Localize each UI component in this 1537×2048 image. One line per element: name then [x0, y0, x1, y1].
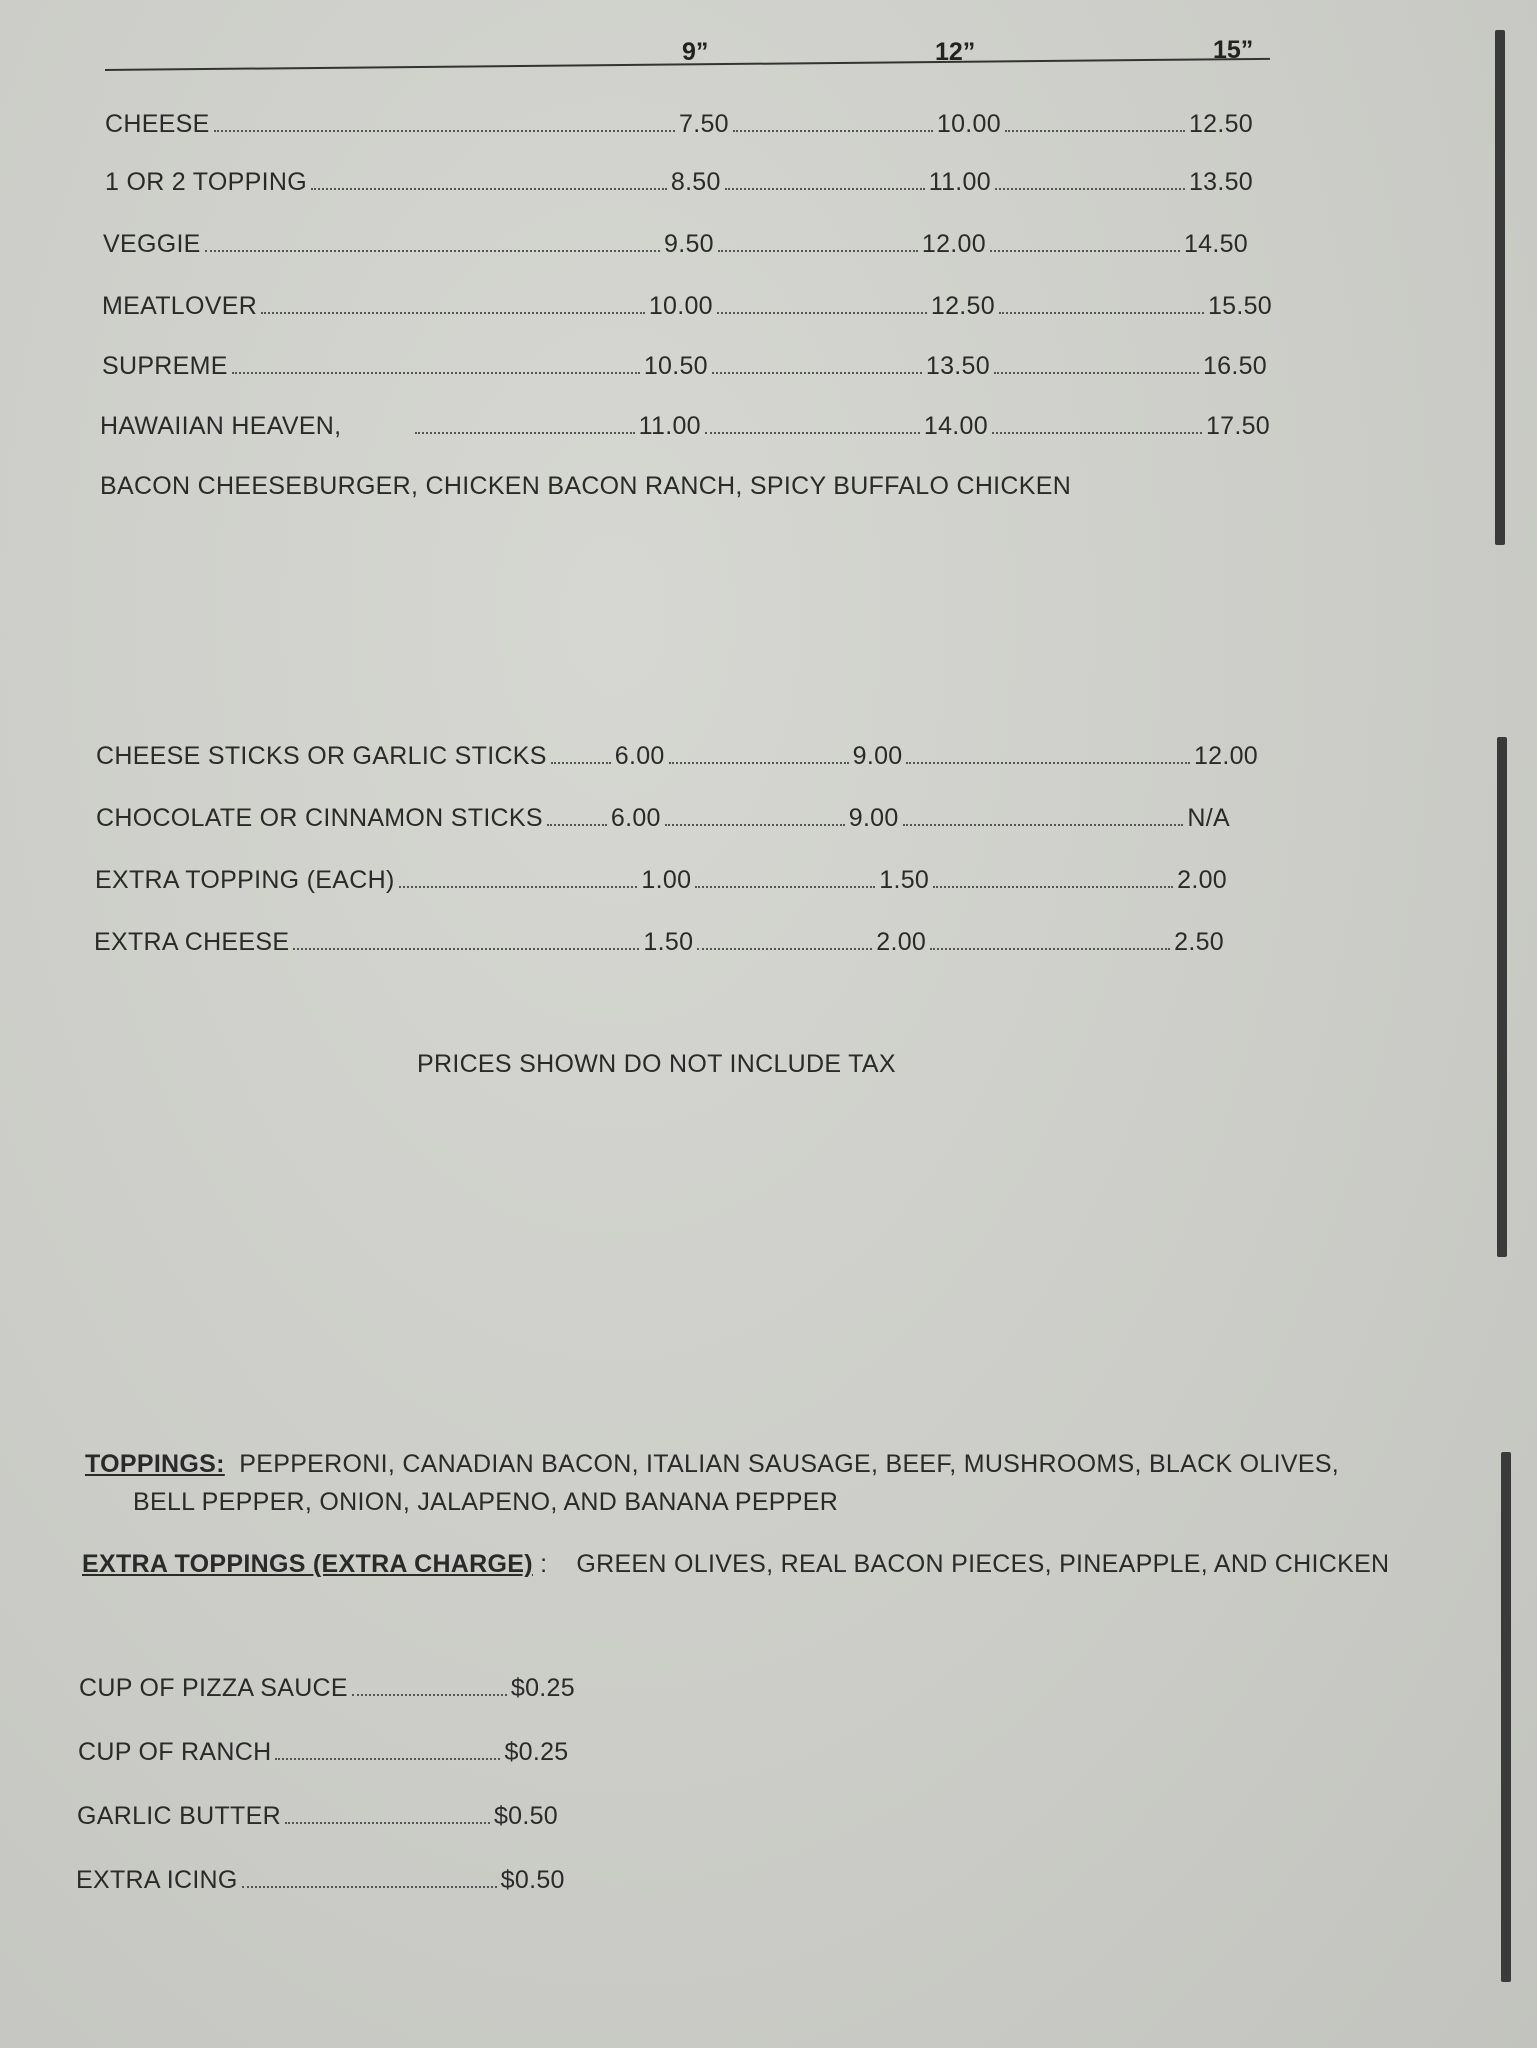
price-9: 1.00 — [641, 866, 692, 894]
price-15: 13.50 — [1188, 168, 1253, 196]
price-12: 14.00 — [923, 412, 988, 440]
side-row — [95, 866, 1227, 895]
price-15: 12.50 — [1188, 110, 1253, 138]
toppings-list-2: BELL PEPPER, ONION, JALAPENO, AND BANANA PEPPER — [133, 1488, 839, 1516]
price-15: 2.50 — [1174, 928, 1224, 956]
addon-row — [78, 1738, 569, 1767]
toppings-label: TOPPINGS: — [85, 1450, 225, 1478]
pizza-row — [102, 292, 1272, 321]
addon-row — [79, 1674, 575, 1703]
price-12: 12.00 — [921, 230, 986, 258]
pizza-row — [105, 168, 1253, 197]
addon-price: $0.25 — [504, 1738, 569, 1766]
price-15: 15.50 — [1207, 292, 1272, 320]
side-name: CHEESE STICKS OR GARLIC STICKS — [96, 742, 547, 770]
price-12: 9.00 — [848, 804, 899, 832]
toppings-list-1: PEPPERONI, CANADIAN BACON, ITALIAN SAUSAGE, BEEF, MUSHROOMS, BLACK OLIVES, — [239, 1450, 1340, 1478]
addon-name: EXTRA ICING — [76, 1866, 238, 1894]
addon-name: GARLIC BUTTER — [77, 1802, 281, 1830]
price-12: 9.00 — [852, 742, 903, 770]
extra-toppings-label: EXTRA TOPPINGS (EXTRA CHARGE) — [82, 1550, 533, 1578]
pizza-row — [102, 352, 1267, 381]
price-12: 13.50 — [925, 352, 990, 380]
edge-bar-bottom — [1501, 1452, 1511, 1982]
price-9: 6.00 — [610, 804, 661, 832]
side-row — [94, 928, 1224, 957]
price-9: 7.50 — [679, 110, 729, 138]
addon-price: $0.50 — [500, 1866, 565, 1894]
toppings-line-1 — [85, 1450, 1339, 1479]
side-row — [96, 804, 1230, 833]
side-name: EXTRA TOPPING (EACH) — [95, 866, 395, 894]
price-12: 12.50 — [930, 292, 995, 320]
pizza-row — [103, 230, 1248, 259]
price-15: 12.00 — [1193, 742, 1258, 770]
price-12: 11.00 — [928, 168, 991, 196]
addon-row — [76, 1866, 565, 1895]
side-name: EXTRA CHEESE — [94, 928, 290, 956]
price-12: 2.00 — [876, 928, 927, 956]
extra-toppings-list: GREEN OLIVES, REAL BACON PIECES, PINEAPPLE, AND CHICKEN — [576, 1550, 1390, 1578]
price-9: 10.50 — [643, 352, 708, 380]
price-9: 11.00 — [638, 412, 701, 440]
price-15: 14.50 — [1183, 230, 1248, 258]
size-header-9: 9” — [682, 38, 709, 66]
pizza-name: MEATLOVER — [102, 292, 258, 320]
price-15: N/A — [1187, 804, 1230, 832]
side-name: CHOCOLATE OR CINNAMON STICKS — [96, 804, 543, 832]
pizza-row — [105, 110, 1253, 139]
edge-bar-middle — [1497, 737, 1507, 1257]
pizza-name: CHEESE — [105, 110, 210, 138]
addon-name: CUP OF PIZZA SAUCE — [79, 1674, 348, 1702]
price-12: 1.50 — [879, 866, 930, 894]
price-9: 10.00 — [648, 292, 713, 320]
price-15: 16.50 — [1202, 352, 1267, 380]
addon-name: CUP OF RANCH — [78, 1738, 272, 1766]
pizza-name: VEGGIE — [103, 230, 201, 258]
pizza-name: HAWAIIAN HEAVEN, — [100, 412, 342, 440]
side-row — [96, 742, 1258, 771]
edge-bar-top — [1495, 30, 1505, 545]
addon-row — [77, 1802, 558, 1831]
price-9: 8.50 — [670, 168, 721, 196]
addon-price: $0.25 — [510, 1674, 575, 1702]
tax-note: PRICES SHOWN DO NOT INCLUDE TAX — [417, 1050, 896, 1078]
price-15: 17.50 — [1205, 412, 1270, 440]
price-9: 9.50 — [664, 230, 714, 258]
addon-price: $0.50 — [493, 1802, 558, 1830]
specialty-note: BACON CHEESEBURGER, CHICKEN BACON RANCH, SPICY BUFFALO CHICKEN — [100, 472, 1072, 500]
price-9: 1.50 — [643, 928, 694, 956]
pizza-name: SUPREME — [102, 352, 228, 380]
size-header-15: 15” — [1213, 36, 1254, 64]
price-15: 2.00 — [1177, 866, 1227, 894]
pizza-row — [100, 412, 1270, 441]
extra-toppings-line: EXTRA TOPPINGS (EXTRA CHARGE) : GREEN OLIVES, REAL BACON PIECES, PINEAPPLE, AND CHICKEN — [82, 1550, 1390, 1578]
price-12: 10.00 — [936, 110, 1001, 138]
price-9: 6.00 — [614, 742, 665, 770]
pizza-name: 1 OR 2 TOPPING — [105, 168, 307, 196]
size-header-12: 12” — [935, 38, 976, 66]
